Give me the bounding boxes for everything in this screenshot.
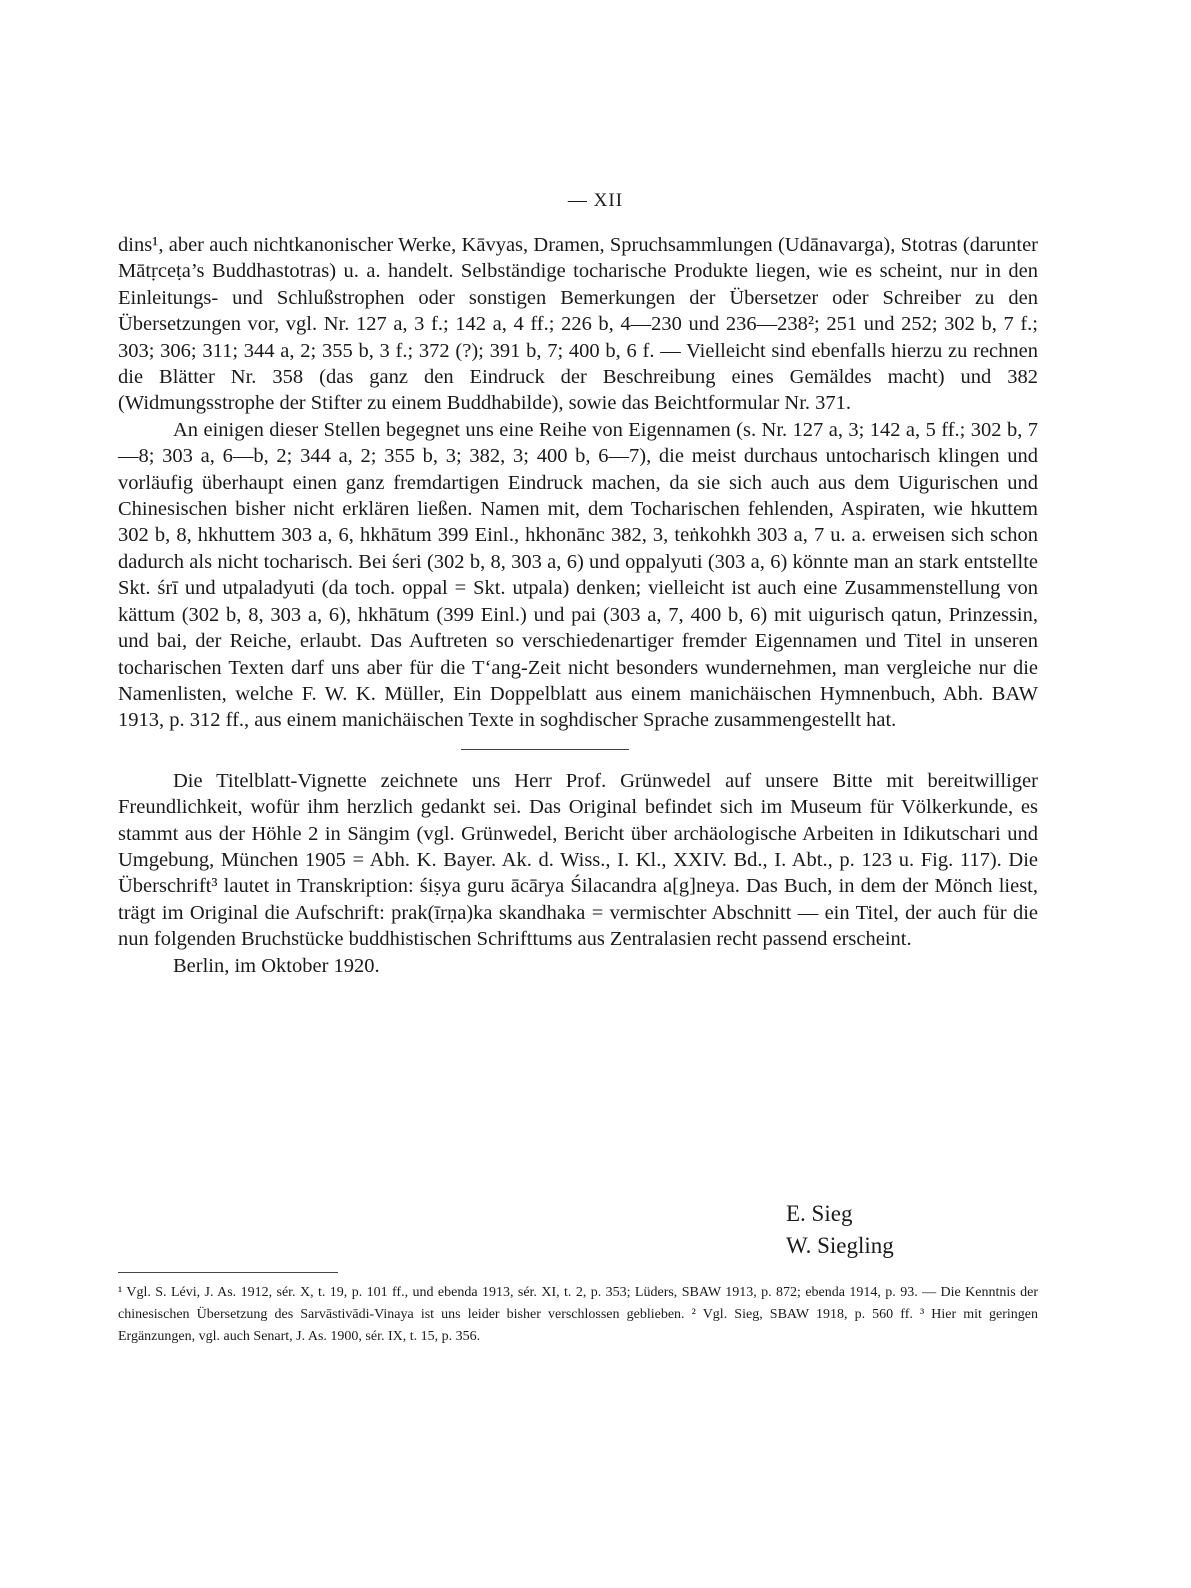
paragraph-2: An einigen dieser Stellen begegnet uns eine Reihe von Eigennamen (s. Nr. 127 a, 3; 142 a, 5 ff.; 302 b, 7—8; 303 a, 6—b, 2; 344 a, 2; 355 b, 3; 382, 3; 400 b, 6—7), die meist durchaus untocharisch klingen und vorläufig überhaupt einen ganz fremdartigen Eindruck machen, da sie sich auch aus dem Uigurischen und Chinesischen bisher nicht erklären ließen. Namen mit, dem Tocharischen fehlenden, Aspiraten, wie hkuttem 302 b, 8, hkhuttem 303 a, 6, hkhātum 399 Einl., hkhonānc 382, 3, teṅkohkh 303 a, 7 u. a. erweisen sich schon dadurch als nicht tocharisch. Bei śeri (302 b, 8, 303 a, 6) und oppalyuti (303 a, 6) könnte man an stark entstellte Skt. śrī und utpaladyuti (da toch. oppal = Skt. utpala) denken; vielleicht ist auch eine Zusammenstellung von kättum (302 b, 8, 303 a, 6), hkhātum (399 Einl.) und pai (303 a, 7, 400 b, 6) mit uigurisch qatun, Prinzessin, und bai, der Reiche, erlaubt. Das Auftreten so verschiedenartiger fremder Eigennamen und Titel in unseren tocharischen Texten darf uns aber für die Tʻang-Zeit nicht besonders wundernehmen, man vergleiche nur die Namenlisten, welche F. W. K. Müller, Ein Doppelblatt aus einem manichäischen Hymnenbuch, Abh. BAW 1913, p. 312 ff., aus einem manichäischen Texte in soghdischer Sprache zusammengestellt hat. (118, 418, 1038, 732)
paragraph-3: Die Titelblatt-Vignette zeichnete uns Herr Prof. Grünwedel auf unsere Bitte mit bereitwilliger Freundlichkeit, wofür ihm herzlich gedankt sei. Das Original befindet sich im Museum für Völkerkunde, es stammt aus der Höhle 2 in Sängim (vgl. Grünwedel, Bericht über archäologische Arbeiten in Idikutschari und Umgebung, München 1905 = Abh. K. Bayer. Ak. d. Wiss., I. Kl., XXIV. Bd., I. Abt., p. 123 u. Fig. 117). Die Überschrift³ lautet in Transkription: śiṣya guru ācārya Śilacandra a[g]neya. Das Buch, in dem der Mönch liest, trägt im Original die Aufschrift: prak(īrṇa)ka skandhaka = vermischter Abschnitt — ein Titel, der auch für die nun folgenden Bruchstücke buddhistischen Schrifttums aus Zentralasien recht passend erscheint. (118, 769, 1038, 951)
footnotes (118, 1282, 1038, 1348)
section-divider (461, 749, 629, 750)
page-number: — XII (567, 190, 624, 211)
footnote-divider (118, 1272, 338, 1273)
footnote-text: ¹ Vgl. S. Lévi, J. As. 1912, sér. X, t. 19, p. 101 ff., und ebenda 1913, sér. XI, t. 2, p. 353; Lüders, SBAW 1913, p. 872; ebenda 1914, p. 93. — Die Kenntnis der chinesischen Übersetzung des Sarvāstivādi-Vinaya ist uns leider bisher verschlossen geblieben. ² Vgl. Sieg, SBAW 1918, p. 560 ff. ³ Hier mit geringen Ergänzungen, vgl. auch Senart, J. As. 1900, sér. IX, t. 15, p. 356. (118, 1285, 1038, 1344)
signatures (786, 1198, 894, 1262)
signer-siegling: W. Siegling (786, 1233, 894, 1258)
paragraph-1: dins¹, aber auch nichtkanonischer Werke, Kāvyas, Dramen, Spruchsammlungen (Udānavarga), Stotras (darunter Mātṛceṭa’s Buddhastotras) u. a. handelt. Selbständige tocharische Produkte liegen, wie es scheint, nur in den Einleitungs- und Schlußstrophen oder sonstigen Bemerkungen der Übersetzer oder Schreiber zu den Übersetzungen vor, vgl. Nr. 127 a, 3 f.; 142 a, 4 ff.; 226 b, 4—230 und 236—238²; 251 und 252; 302 b, 7 f.; 303; 306; 311; 344 a, 2; 355 b, 3 f.; 372 (?); 391 b, 7; 400 b, 6 f. — Vielleicht sind ebenfalls hierzu zu rechnen die Blätter Nr. 358 (das ganz den Eindruck der Beschreibung eines Gemäldes macht) und 382 (Widmungsstrophe der Stifter zu einem Buddhabilde), sowie das Beichtformular Nr. 371. (118, 234, 1038, 415)
body-text (118, 232, 1038, 979)
signer-sieg: E. Sieg (786, 1201, 853, 1226)
place-date: Berlin, im Oktober 1920. (173, 954, 380, 977)
